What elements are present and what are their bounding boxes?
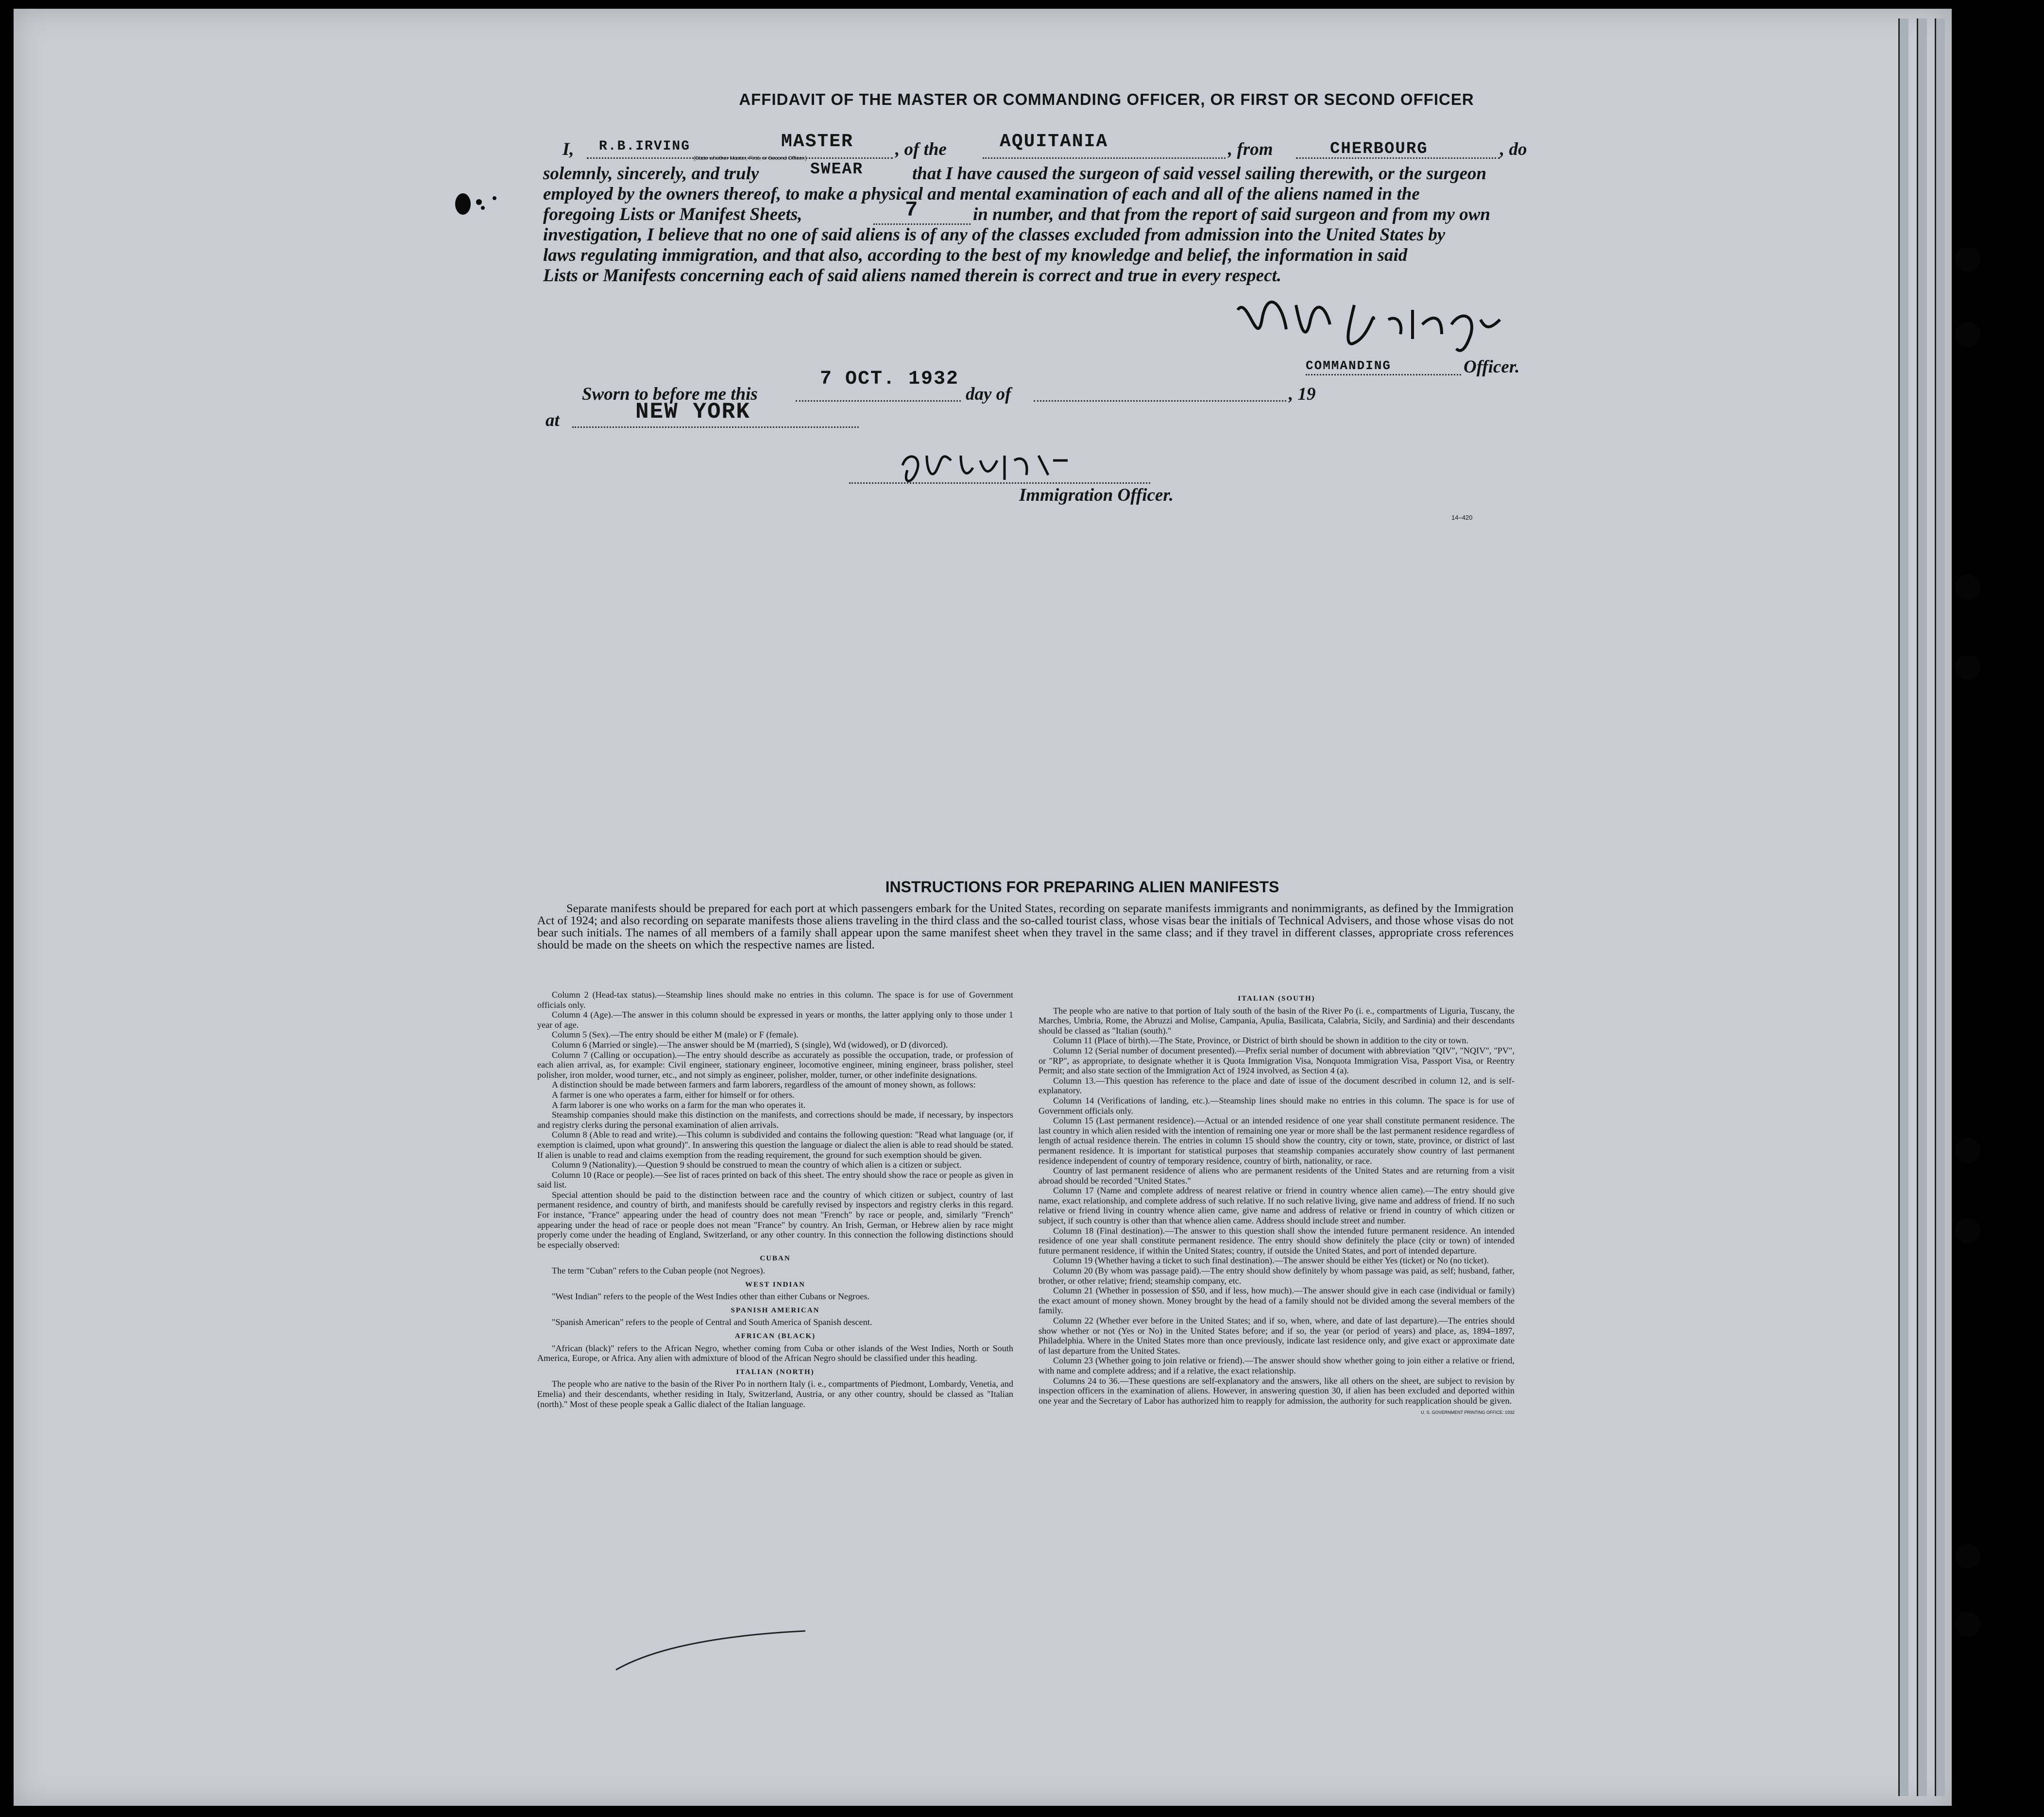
officer-label: Officer. — [1464, 357, 1520, 377]
manifest-page — [14, 9, 1952, 1806]
punch-hole-icon — [1955, 1218, 1980, 1243]
signature-icon — [1228, 290, 1519, 358]
affidavit-title: AFFIDAVIT OF THE MASTER OR COMMANDING OFFICER, OR FIRST OR SECOND OFFICER — [739, 90, 1474, 108]
paragraph: "West Indian" refers to the people of the West Indies other than either Cubans or Negroes. — [552, 1291, 870, 1302]
paragraph: Column 11 (Place of birth).—The State, Province, or District of birth should be shown in addition to the city or town. — [1053, 1036, 1469, 1046]
paragraph: Column 20 (By whom was passage paid).—The entry should show definitely by whom passage was paid, as self; husband, father, brother, or other relative; friend; steamship company, etc. — [1039, 1266, 1515, 1286]
paragraph: Column 8 (Able to read and write).—This column is subdivided and contains the following question: "Read what language (or, if exemption is claimed, upon what ground)". In answering this question the language or dialect the alien is able to read should be stated. If alien is unable to read and claims exemption from the reading requirement, the ground for such exemption should be given. — [537, 1130, 1013, 1160]
instructions-intro: Separate manifests should be prepared for each port at which passengers embark for the United States, recording on separate manifests immigrants and nonimmigrants, as defined by the Immigration Act of 1924; and also recording on separate manifests those aliens traveling in the third class and the so-called tourist class, whose visas bear the initials of Technical Advisers, and those whose visas do not bear such initials. The names of all members of a family shall appear upon the same manifest sheet when they travel in the same class; and if they travel in different classes, appropriate cross references should be made on the sheets on which the respective names are listed. — [537, 902, 1514, 951]
paragraph: Column 9 (Nationality).—Question 9 should be construed to mean the country of which alien is a citizen or subject. — [552, 1160, 962, 1170]
page-edge — [1935, 18, 1945, 1796]
do-label: , do — [1500, 139, 1527, 159]
paragraph: Column 23 (Whether going to join relative or friend).—The answer should show whether going to join either a relative or friend, with name and complete address; and if a relative, the exact relationship. — [1039, 1356, 1515, 1375]
paragraph: Column 22 (Whether ever before in the United States; and if so, when, where, and date of last departure).—The entries should show whether or not (Yes or No) in the United States before; and if so, the year (or period of years) and place, as, 1894–1897, Philadelphia. Where in the United States more than once previously, indicate last residence only, and give exact or approximate date of last departure from the United States. — [1039, 1316, 1515, 1356]
paragraph: The term "Cuban" refers to the Cuban people (not Negroes). — [552, 1266, 766, 1276]
paragraph: Country of last permanent residence of aliens who are permanent residents of the United States and are returning from a visit abroad should be recorded "United States." — [1039, 1166, 1515, 1186]
paragraph: Column 18 (Final destination).—The answer to this question shall show the intended future permanent residence. An intended residence of one year shall constitute permanent residence. The entry should show definitely the place (city or town) of intended future permanent residence, if within the United States; country, if outside the United States, and port of intended departure. — [1039, 1225, 1515, 1256]
punch-hole-icon — [1955, 575, 1980, 600]
paragraph: "Spanish American" refers to the people of Central and South America of Spanish descent. — [552, 1317, 872, 1327]
paragraph: Steamship companies should make this distinction on the manifests, and corrections should be made, if necessary, by inspectors and registry clerks during the personal examination of alien arrivals. — [537, 1110, 1013, 1130]
affidavit-line4b: in number, and that from the report of said surgeon and from my own — [973, 204, 1490, 224]
paragraph: Column 15 (Last permanent residence).—Actual or an intended residence of one year shall constitute permanent residence. The last country in which alien resided with the intention of remaining one year or more shall be the last permanent residence regardless of length of actual residence therein. The entries in column 15 should show the country, city or town, state, province, or district of last permanent residence. It is important for statistical purposes that steamship companies accurately show country of last permanent residence independent of country of temporary residence, country of birth, nationality, or race. — [1039, 1116, 1515, 1166]
master-name: R.B.IRVING — [599, 139, 691, 154]
city-stamp: NEW YORK — [635, 399, 750, 425]
paragraph: Column 6 (Married or single).—The answer should be M (married), S (single), Wd (widowed), or D (divorced). — [552, 1039, 948, 1050]
year-prefix: , 19 — [1289, 384, 1316, 404]
paragraph: A farmer is one who operates a farm, either for himself or for others. — [552, 1089, 795, 1100]
at-label: at — [545, 410, 560, 430]
sworn-label: Sworn to before me this — [582, 384, 758, 404]
paragraph: Column 13.—This question has reference to the place and date of issue of the document described in column 12, and is self-explanatory. — [1039, 1075, 1515, 1096]
port-of-departure: CHERBOURG — [1330, 140, 1428, 158]
commanding-stamp: COMMANDING — [1306, 358, 1392, 373]
pen-stroke-icon — [611, 1621, 815, 1680]
punch-hole-icon — [1955, 655, 1980, 680]
paragraph: Column 21 (Whether in possession of $50, and if less, how much).—The answer should give in each case (individual or family) the exact amount of money shown. Money brought by the head of a family should not be divided among the several members of the family. — [1039, 1286, 1515, 1316]
paragraph: A farm laborer is one who works on a farm for the man who operates it. — [552, 1100, 806, 1110]
oath-word: SWEAR — [810, 160, 864, 178]
punch-hole-icon — [1955, 1612, 1980, 1637]
form-number: 14–420 — [1451, 514, 1473, 521]
paragraph: Column 12 (Serial number of document presented).—Prefix serial number of document with abbreviation "QIV", "NQIV", "PV", or "RP", as appropriate, to designate whether it is Quota Immigration Visa, Nonquota Immigration Visa, Passport Visa, or Reentry Permit; and also state section of the Immigration Act of 1924 involved, as Section 4 (a). — [1039, 1045, 1515, 1076]
affidavit-line5: investigation, I believe that no one of said aliens is of any of the classes excluded from admission into the United States by — [543, 225, 1446, 245]
of-the-label: , of the — [895, 139, 947, 159]
instructions-left-column — [537, 990, 1013, 1409]
instructions-title: INSTRUCTIONS FOR PREPARING ALIEN MANIFESTS — [885, 878, 1279, 896]
paragraph: Column 19 (Whether having a ticket to such final destination).—The answer should be either Yes (ticket) or No (no ticket). — [1053, 1256, 1489, 1266]
affidavit-line2a: solemnly, sincerely, and truly — [543, 164, 759, 184]
printer-imprint: U. S. GOVERNMENT PRINTING OFFICE: 1932 — [1421, 1410, 1515, 1415]
rank-value: MASTER — [781, 131, 853, 152]
ink-blot-icon — [446, 188, 504, 222]
immigration-officer-label: Immigration Officer. — [1019, 485, 1174, 505]
paragraph: The people who are native to the basin of the River Po in northern Italy (i. e., compartments of Piedmont, Lombardy, Venetia, and Emelia) and their descendants, whether residing in Italy, Switzerland, Austria, or any other country, should be classed as "Italian (north)." Most of these people speak a Gallic dialect of the Italian language. — [537, 1379, 1013, 1409]
page-edge — [1917, 18, 1927, 1796]
section-heading: AFRICAN (BLACK) — [734, 1332, 816, 1340]
paragraph: Column 2 (Head-tax status).—Steamship lines should make no entries in this column. The space is for use of Government officials only. — [537, 990, 1013, 1010]
punch-hole-icon — [1955, 1544, 1980, 1569]
rank-caption: (State whether Master, First, or Second Officer.) — [694, 155, 807, 161]
punch-hole-icon — [1955, 1138, 1980, 1163]
paragraph: Column 5 (Sex).—The entry should be either M (male) or F (female). — [552, 1030, 799, 1040]
paragraph: Special attention should be paid to the distinction between race and the country of which citizen or subject, country of last permanent residence, and country of birth, and manifests should be carefully revised by inspectors and registry clerks in this regard. For instance, "France" appearing under the head of country does not mean "French" by race or people, and, similarly "French" appearing under the head of race or people does not mean "France" by country. An Irish, German, or Hebrew alien by race might properly come under the heading of England, Switzerland, or any other country. In this connection the following distinctions should be especially observed: — [537, 1189, 1013, 1250]
punch-hole-icon — [1955, 322, 1980, 347]
paragraph: Column 7 (Calling or occupation).—The entry should describe as accurately as possible the occupation, trade, or profession of each alien arrival, as, for example: Civil engineer, stationary engineer, locomotive engineer, mining engineer, brass polisher, steel polisher, iron molder, wood turner, etc., and not simply as engineer, polisher, molder, turner, or other indefinite designations. — [537, 1050, 1013, 1080]
affidavit-line7: Lists or Manifests concerning each of said aliens named therein is correct and true in every respect. — [543, 266, 1282, 286]
from-label: , from — [1228, 139, 1273, 159]
paragraph: A distinction should be made between farmers and farm laborers, regardless of the amount of money shown, as follows: — [552, 1080, 976, 1090]
section-heading: CUBAN — [760, 1255, 791, 1263]
day-of-label: day of — [966, 384, 1011, 404]
paragraph: The people who are native to that portion of Italy south of the basin of the River Po (i. e., compartments of Liguria, Tuscany, the Marches, Umbria, Rome, the Abruzzi and Molise, Campania, Apulia, Basilicata, Calabria, Sicily, and Sardinia) and their descendants should be classed as "Italian (south)." — [1039, 1005, 1515, 1036]
affidavit-line3: employed by the owners thereof, to make a physical and mental examination of each and all of the aliens named in the — [543, 184, 1420, 204]
paragraph: Column 4 (Age).—The answer in this column should be expressed in years or months, the latter applying only to those under 1 year of age. — [537, 1010, 1013, 1030]
section-heading: WEST INDIAN — [745, 1280, 805, 1289]
paragraph: Column 14 (Verifications of landing, etc.).—Steamship lines should make no entries in this column. The space is for use of Government officials only. — [1039, 1095, 1515, 1116]
instructions-right-column — [1039, 990, 1515, 1418]
paragraph: Column 10 (Race or people).—See list of races printed on back of this sheet. The entry should show the race or people as given in said list. — [537, 1170, 1013, 1190]
affidavit-line6: laws regulating immigration, and that also, according to the best of my knowledge and belief, the information in said — [543, 245, 1408, 265]
affidavit-line2b: that I have caused the surgeon of said vessel sailing therewith, or the surgeon — [912, 164, 1487, 184]
paragraph: Columns 24 to 36.—These questions are self-explanatory and the answers, like all others on the sheet, are subject to revision by inspection officers in the examination of aliens. However, in answering question 30, if alien has been excluded and deported within one year and the Secretary of Labor has authorized him to reapply for admission, the authority for such reapplication should be given. — [1039, 1375, 1515, 1406]
section-heading: ITALIAN (NORTH) — [736, 1368, 815, 1376]
ship-name: AQUITANIA — [1000, 131, 1108, 152]
punch-hole-icon — [1955, 247, 1980, 272]
paragraph: "African (black)" refers to the African Negro, whether coming from Cuba or other islands of the West Indies, North or South America, Europe, or Africa. Any alien with admixture of blood of the African Negro should be classified under this heading. — [537, 1343, 1013, 1363]
affidavit-line4a: foregoing Lists or Manifest Sheets, — [543, 204, 802, 224]
paragraph: Column 17 (Name and complete address of nearest relative or friend in country whence alien came).—The entry should give name, exact relationship, and complete address of such relative. If no such relative living, give name and address of friend. If no such relative or friend living in country whence alien came, give name and address of relative or friend in country of which citizen or subject, if such country is other than that whence alien came. Address should include street and number. — [1039, 1186, 1515, 1226]
i-label: I, — [562, 139, 574, 159]
section-heading: ITALIAN (SOUTH) — [1238, 995, 1315, 1002]
sheet-count: 7 — [905, 198, 919, 222]
date-stamp: 7 OCT. 1932 — [820, 368, 959, 390]
section-heading: SPANISH AMERICAN — [731, 1306, 820, 1314]
page-edge — [1898, 18, 1908, 1796]
